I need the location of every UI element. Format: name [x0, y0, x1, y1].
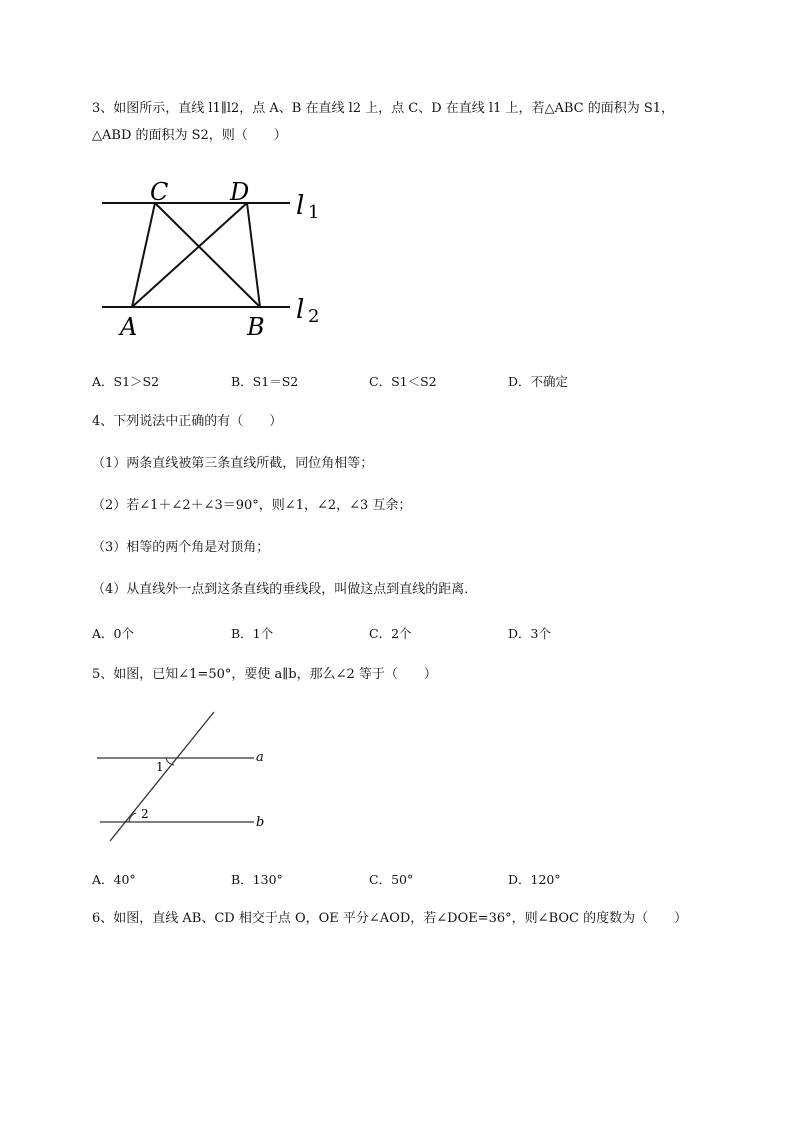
q3-option-d[interactable]: D．不确定: [508, 374, 569, 389]
q4-option-b[interactable]: B．1个: [231, 626, 274, 641]
q3-stem-line1: 3、如图所示，直线 l1∥l2，点 A、B 在直线 l2 上，点 C、D 在直线 l1 上，若△ABC 的面积为 S1，: [92, 101, 675, 116]
q5-option-d[interactable]: D．120°: [508, 872, 561, 887]
q4-option-c[interactable]: C．2个: [369, 626, 412, 641]
label-b: b: [256, 815, 265, 830]
segment-CB: [155, 203, 260, 307]
q4-item-4: （4）从直线外一点到这条直线的垂线段，叫做这点到直线的距离．: [92, 582, 478, 597]
q5-option-b[interactable]: B．130°: [231, 872, 283, 887]
label-l1-sub: 1: [308, 202, 320, 223]
q3-figure: [92, 172, 332, 342]
angle-2-arc: [129, 813, 136, 822]
q5-figure: [92, 708, 282, 848]
label-a: a: [256, 750, 264, 765]
q4-item-2: （2）若∠1＋∠2＋∠3＝90°，则∠1，∠2，∠3 互余；: [92, 498, 412, 513]
q4-stem: 4、下列说法中正确的有（ ）: [92, 414, 283, 429]
label-angle-1: 1: [156, 760, 164, 774]
q5-option-c[interactable]: C．50°: [369, 872, 414, 887]
label-A: A: [120, 313, 138, 341]
label-C: C: [150, 178, 169, 206]
q5-stem: 5、如图，已知∠1=50°，要使 a∥b，那么∠2 等于（ ）: [92, 667, 437, 682]
label-l1: l: [296, 191, 305, 221]
q3-option-a[interactable]: A．S1＞S2: [92, 374, 160, 389]
q6-stem: 6、如图，直线 AB、CD 相交于点 O，OE 平分∠AOD，若∠DOE=36°，则∠BOC 的度数为（ ）: [92, 911, 688, 926]
segment-CA: [132, 203, 155, 307]
q4-option-a[interactable]: A．0个: [92, 626, 134, 641]
segment-DA: [132, 203, 247, 307]
q4-option-d[interactable]: D．3个: [508, 626, 551, 641]
label-l2-sub: 2: [308, 306, 320, 327]
q4-item-3: （3）相等的两个角是对顶角；: [92, 540, 270, 555]
q4-item-1: （1）两条直线被第三条直线所截，同位角相等；: [92, 456, 374, 471]
q5-option-a[interactable]: A．40°: [92, 872, 136, 887]
label-D: D: [230, 178, 250, 206]
q3-option-b[interactable]: B．S1＝S2: [231, 374, 299, 389]
q3-stem-line2: △ABD 的面积为 S2，则（ ）: [92, 128, 287, 143]
label-B: B: [247, 313, 265, 341]
q3-option-c[interactable]: C．S1＜S2: [369, 374, 437, 389]
segment-DB: [247, 203, 260, 307]
label-angle-2: 2: [141, 807, 149, 821]
label-l2: l: [296, 295, 305, 325]
